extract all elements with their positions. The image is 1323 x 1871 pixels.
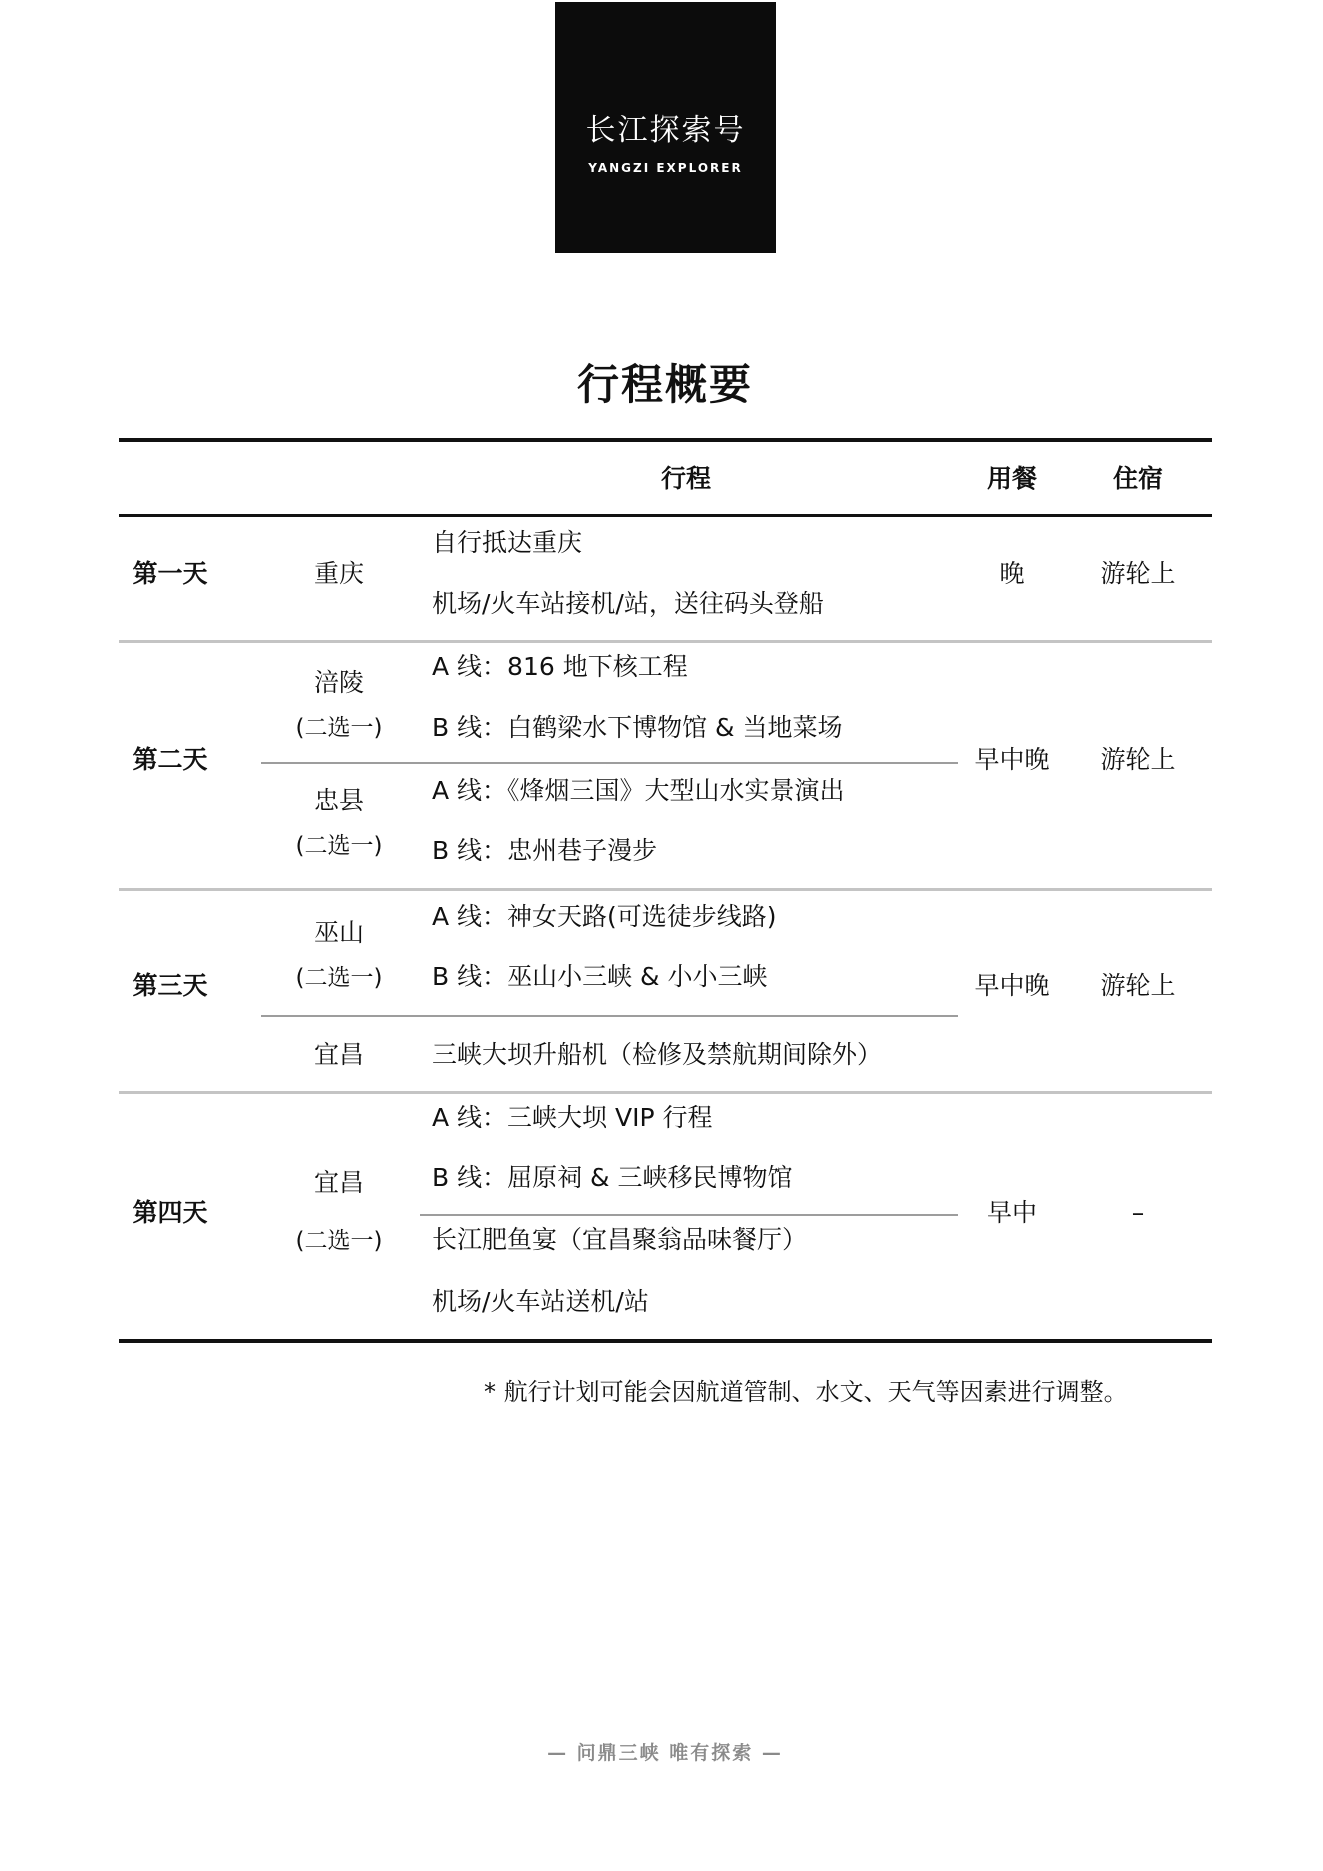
logo-name-cn: 长江探索号 — [585, 112, 746, 148]
table-header-rule — [119, 514, 1212, 517]
logo-name-en: YANGZI EXPLORER — [588, 160, 743, 175]
day-label: 第一天 — [132, 559, 208, 588]
disclaimer-note: * 航行计划可能会因航道管制、水文、天气等因素进行调整。 — [484, 1378, 1128, 1406]
itinerary-item: B 线：巫山小三峡 & 小小三峡 — [432, 962, 768, 991]
lodging: – — [1131, 1198, 1145, 1227]
place-divider — [261, 1015, 958, 1017]
place-name: 巫山 — [313, 918, 365, 947]
place-note: (二选一) — [295, 1228, 383, 1254]
itinerary-item: 三峡大坝升船机（检修及禁航期间除外） — [432, 1040, 883, 1069]
lodging: 游轮上 — [1100, 559, 1176, 588]
itinerary-item: A 线：三峡大坝 VIP 行程 — [432, 1103, 713, 1132]
header-itinerary: 行程 — [660, 464, 712, 493]
place-name: 宜昌 — [313, 1168, 365, 1197]
meals: 早中晚 — [974, 971, 1050, 1000]
itinerary-item: 长江肥鱼宴（宜昌聚翁品味餐厅） — [432, 1225, 808, 1254]
day-label: 第三天 — [132, 971, 208, 1000]
place-name: 忠县 — [313, 786, 365, 815]
itinerary-item: B 线：白鹤梁水下博物馆 & 当地菜场 — [432, 713, 843, 742]
itinerary-item: 机场/火车站送机/站 — [432, 1287, 649, 1316]
place-note: (二选一) — [295, 833, 383, 859]
lodging: 游轮上 — [1100, 745, 1176, 774]
meals: 早中 — [986, 1198, 1038, 1227]
itinerary-item: A 线：神女天路(可选徒步线路) — [432, 902, 777, 931]
itinerary-item: A 线：816 地下核工程 — [432, 652, 688, 681]
itinerary-item: 机场/火车站接机/站，送往码头登船 — [432, 589, 824, 618]
day-divider — [119, 888, 1212, 891]
header-lodging: 住宿 — [1112, 464, 1164, 493]
place-name: 宜昌 — [313, 1040, 365, 1069]
itinerary-item: A 线：《烽烟三国》大型山水实景演出 — [432, 776, 845, 805]
itinerary-item: B 线：忠州巷子漫步 — [432, 836, 658, 865]
place-name: 重庆 — [313, 559, 365, 588]
lodging: 游轮上 — [1100, 971, 1176, 1000]
meals: 早中晚 — [974, 745, 1050, 774]
logo — [555, 2, 776, 253]
itinerary-item: B 线：屈原祠 & 三峡移民博物馆 — [432, 1163, 793, 1192]
day-divider — [119, 640, 1212, 643]
place-note: (二选一) — [295, 715, 383, 741]
place-name: 涪陵 — [313, 668, 365, 697]
page-title: 行程概要 — [576, 360, 753, 409]
place-note: (二选一) — [295, 965, 383, 991]
table-top-rule — [119, 438, 1212, 442]
itinerary-item: 自行抵达重庆 — [432, 528, 583, 557]
option-divider — [420, 1214, 958, 1216]
place-divider — [261, 762, 958, 764]
footer-slogan: — 问鼎三峡 唯有探索 — — [547, 1742, 783, 1764]
day-label: 第四天 — [132, 1198, 208, 1227]
table-bottom-rule — [119, 1339, 1212, 1343]
meals: 晚 — [999, 559, 1025, 588]
header-meals: 用餐 — [986, 464, 1038, 493]
day-divider — [119, 1091, 1212, 1094]
day-label: 第二天 — [132, 745, 208, 774]
